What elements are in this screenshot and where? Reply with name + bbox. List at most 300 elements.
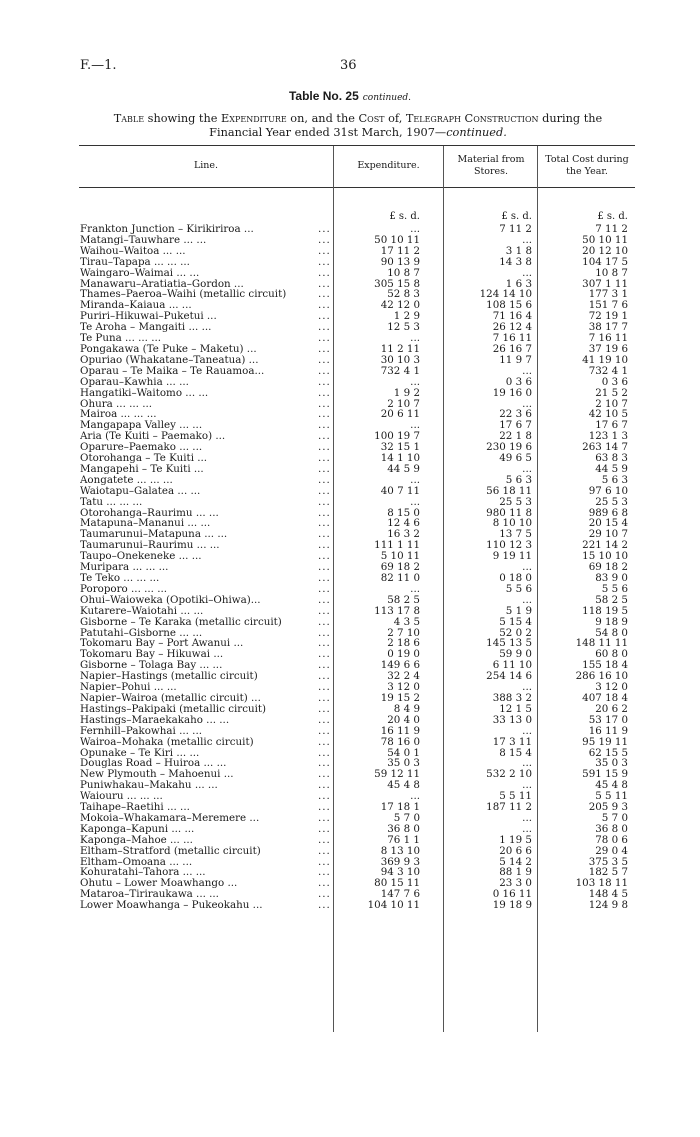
expenditure-value: ... (410, 582, 420, 595)
leader-dots: ... (318, 572, 331, 584)
material-value: 49 6 5 (499, 452, 532, 465)
expenditure-value: 16 3 2 (387, 528, 420, 541)
page-number: 36 (340, 58, 357, 73)
table-row (80, 420, 640, 431)
table-row (80, 344, 640, 355)
material-value: 22 1 8 (499, 430, 532, 443)
material-value: 110 12 3 (486, 539, 532, 552)
material-value: 3 1 8 (505, 244, 532, 257)
table-body (80, 212, 640, 911)
leader-dots: ... (318, 724, 331, 737)
total-value: 155 18 4 (582, 659, 628, 672)
line-name: Kohuratahi–Tahora ... ... (80, 867, 206, 879)
leader-dots: ... (318, 855, 331, 868)
expenditure-value: 90 13 9 (380, 255, 420, 268)
caption-part: Cost (358, 112, 385, 125)
expenditure-value: 58 2 5 (387, 593, 420, 606)
total-value: 10 8 7 (595, 266, 628, 279)
total-value: 151 7 6 (588, 299, 628, 312)
line-name: Gisborne – Te Karaka (metallic circuit) (80, 616, 282, 628)
line-name: Fernhill–Pakowhai ... ... (80, 725, 202, 737)
total-value: 221 14 2 (582, 539, 628, 552)
material-value: 13 7 5 (499, 528, 532, 541)
material-value: 20 6 6 (499, 844, 532, 857)
line-name: Te Puna ... ... ... (80, 333, 162, 344)
table-row (80, 660, 640, 671)
table-row (80, 540, 640, 551)
total-value: 42 10 5 (588, 408, 628, 421)
table-row (80, 584, 640, 595)
total-value: 591 15 9 (582, 768, 628, 781)
material-value: 33 13 0 (492, 713, 532, 726)
material-value: 254 14 6 (486, 670, 532, 683)
line-name: Opuriao (Whakatane–Taneatua) ... (80, 354, 259, 366)
line-name: Hangatiki–Waitomo ... ... (80, 387, 209, 399)
expenditure-value: 5 7 0 (393, 811, 420, 824)
total-value: 205 9 3 (588, 801, 628, 814)
total-value: 148 4 5 (588, 888, 628, 901)
material-value: 14 3 8 (499, 255, 532, 268)
line-name: Poroporo ... ... ... (80, 583, 168, 595)
leader-dots: ... (318, 550, 331, 563)
total-value: 103 18 11 (575, 877, 628, 890)
leader-dots: ... (318, 811, 331, 824)
material-value: 0 18 0 (499, 572, 532, 584)
leader-dots: ... (318, 386, 331, 399)
table-row (80, 791, 640, 802)
total-value: 182 5 7 (588, 866, 628, 879)
table-row (80, 257, 640, 268)
expenditure-value: 369 9 3 (380, 855, 420, 868)
column-header-total: Total Cost during the Year. (545, 154, 629, 177)
total-value: 35 0 3 (595, 757, 628, 770)
material-value: 19 16 0 (492, 386, 532, 399)
material-value: ... (522, 593, 532, 606)
leader-dots: ... (318, 266, 331, 279)
leader-dots: ... (318, 670, 331, 683)
line-name: Muripara ... ... ... (80, 562, 169, 574)
table-row (80, 682, 640, 693)
expenditure-value: 82 11 0 (380, 572, 420, 584)
leader-dots: ... (318, 779, 331, 792)
expenditure-value: 69 18 2 (380, 561, 420, 574)
table-row (80, 748, 640, 759)
table-row (80, 573, 640, 584)
expenditure-value: 54 0 1 (387, 746, 420, 759)
material-value: 388 3 2 (492, 691, 532, 704)
table-row (80, 431, 640, 442)
leader-dots: ... (318, 593, 331, 606)
line-name: Matapuna–Mananui ... ... (80, 518, 211, 530)
material-value: 19 18 9 (492, 899, 532, 912)
caption-part: during the (538, 112, 603, 125)
table-row (80, 366, 640, 377)
material-value: ... (522, 724, 532, 737)
expenditure-value: 78 16 0 (380, 735, 420, 748)
line-name: Waingaro–Waimai ... ... (80, 267, 200, 279)
expenditure-value: ... (410, 332, 420, 345)
expenditure-value: 8 13 10 (380, 844, 420, 857)
expenditure-value: ... (410, 473, 420, 486)
expenditure-value: 19 15 2 (380, 691, 420, 704)
total-value: 69 18 2 (588, 561, 628, 574)
expenditure-value: 10 8 7 (387, 266, 420, 279)
expenditure-value: 35 0 3 (387, 757, 420, 770)
table-row (80, 300, 640, 311)
leader-dots: ... (318, 484, 331, 497)
line-name: Mangapapa Valley ... ... (80, 420, 203, 432)
line-name: Eltham–Stratford (metallic circuit) (80, 845, 261, 857)
line-name: Otorohanga – Te Kuiti ... (80, 453, 208, 464)
leader-dots: ... (318, 430, 331, 443)
material-value: ... (522, 681, 532, 694)
line-name: Taumarunui–Matapuna ... ... (80, 529, 228, 541)
expenditure-value: 76 1 1 (387, 833, 420, 846)
table-row (80, 835, 640, 846)
table-row (80, 333, 640, 344)
expenditure-value: 0 19 0 (387, 648, 420, 661)
table-row (80, 409, 640, 420)
material-value: 5 6 3 (505, 473, 532, 486)
expenditure-value: 45 4 8 (387, 779, 420, 792)
table-row (80, 453, 640, 464)
material-value: 1 6 3 (505, 277, 532, 290)
total-value: 20 6 2 (595, 702, 628, 715)
leader-dots: ... (318, 321, 331, 334)
table-row (80, 442, 640, 453)
leader-dots: ... (318, 473, 331, 486)
table-row (80, 900, 640, 911)
table-row (80, 715, 640, 726)
total-value: 95 19 11 (582, 735, 628, 748)
total-value: 286 16 10 (575, 670, 628, 683)
caption-part: Table (113, 112, 145, 125)
line-name: Oparau–Kawhia ... ... (80, 376, 189, 388)
material-value: ... (522, 779, 532, 792)
leader-dots: ... (318, 441, 331, 454)
leader-dots: ... (318, 277, 331, 290)
total-value: 7 16 11 (588, 332, 628, 345)
table-row (80, 780, 640, 791)
expenditure-value: 32 2 4 (387, 670, 420, 683)
total-value: 44 5 9 (595, 462, 628, 475)
material-value: ... (522, 364, 532, 377)
line-name: Taihape–Raetihi ... ... (80, 802, 190, 813)
total-value: 29 10 7 (588, 528, 628, 541)
expenditure-value: 1 9 2 (393, 386, 420, 399)
total-value: 104 17 5 (582, 255, 628, 268)
material-value: 145 13 5 (486, 637, 532, 650)
column-header-material: Material from Stores. (457, 154, 525, 177)
material-value: ... (522, 233, 532, 246)
material-value: ... (522, 266, 532, 279)
material-value: 8 15 4 (499, 746, 532, 759)
table-title-text: Table No. 25 (288, 89, 359, 103)
leader-dots: ... (318, 866, 331, 879)
leader-dots: ... (318, 506, 331, 519)
table-row (80, 279, 640, 290)
line-name: Mairoa ... ... ... (80, 409, 157, 421)
table-row (80, 322, 640, 333)
total-value: 732 4 1 (588, 364, 628, 377)
total-value: 58 2 5 (595, 593, 628, 606)
table-row (80, 606, 640, 617)
units-total: £ s. d. (597, 211, 628, 222)
material-value: 26 16 7 (492, 342, 532, 355)
expenditure-value: 17 18 1 (380, 801, 420, 814)
leader-dots: ... (318, 801, 331, 814)
expenditure-value: 111 1 11 (374, 539, 420, 552)
leader-dots: ... (318, 702, 331, 715)
total-value: 60 8 0 (595, 648, 628, 661)
material-value: 25 5 3 (499, 495, 532, 508)
material-value: 12 1 5 (499, 702, 532, 715)
expenditure-value: 2 18 6 (387, 637, 420, 650)
material-value: 5 15 4 (499, 615, 532, 628)
line-name: Frankton Junction – Kirikiriroa ... (80, 224, 254, 235)
material-value: ... (522, 757, 532, 770)
leader-dots: ... (318, 223, 331, 235)
table-row (80, 878, 640, 889)
expenditure-value: 5 10 11 (380, 550, 420, 563)
table-row (80, 824, 640, 835)
caption-part: showing the (144, 112, 222, 125)
total-value: 53 17 0 (588, 713, 628, 726)
header-bottom-rule (79, 187, 635, 188)
total-value: 83 9 0 (595, 572, 628, 584)
expenditure-value: ... (410, 419, 420, 432)
table-row (80, 497, 640, 508)
leader-dots: ... (318, 833, 331, 846)
table-row (80, 529, 640, 540)
expenditure-value: ... (410, 790, 420, 803)
table-row (80, 737, 640, 748)
total-value: 123 1 3 (588, 430, 628, 443)
line-name: Gisborne – Tolaga Bay ... ... (80, 660, 223, 672)
table-row (80, 813, 640, 824)
caption-part: Expenditure (221, 112, 287, 125)
expenditure-value: ... (410, 495, 420, 508)
table-row (80, 867, 640, 878)
table-row (80, 638, 640, 649)
line-name: Te Aroha – Mangaiti ... ... (80, 322, 212, 334)
table-row (80, 562, 640, 573)
expenditure-value: 732 4 1 (380, 364, 420, 377)
material-value: 7 11 2 (499, 223, 532, 235)
caption-part: on, and the (286, 112, 359, 125)
material-value: 532 2 10 (486, 768, 532, 781)
leader-dots: ... (318, 648, 331, 661)
total-value: 97 6 10 (588, 484, 628, 497)
expenditure-value: 20 6 11 (380, 408, 420, 421)
expenditure-value: 2 10 7 (387, 397, 420, 410)
expenditure-value: 59 12 11 (374, 768, 420, 781)
material-value: 6 11 10 (492, 659, 532, 672)
expenditure-value: 8 15 0 (387, 506, 420, 519)
line-name: Pongakawa (Te Puke – Maketu) ... (80, 343, 257, 355)
leader-dots: ... (318, 757, 331, 770)
leader-dots: ... (318, 899, 331, 912)
material-value: 980 11 8 (486, 506, 532, 519)
line-name: Manawaru–Aratiatia–Gordon ... (80, 278, 244, 290)
caption-part: continued. (446, 126, 507, 139)
leader-dots: ... (318, 713, 331, 726)
expenditure-value: 113 17 8 (374, 604, 420, 617)
total-value: 307 1 11 (582, 277, 628, 290)
material-value: 23 3 0 (499, 877, 532, 890)
leader-dots: ... (318, 310, 331, 323)
leader-dots: ... (318, 288, 331, 301)
total-value: 5 7 0 (601, 811, 628, 824)
material-value: 7 16 11 (492, 332, 532, 345)
line-name: Eltham–Omoana ... ... (80, 856, 193, 868)
leader-dots: ... (318, 462, 331, 475)
total-value: 17 6 7 (595, 419, 628, 432)
total-value: 375 3 5 (588, 855, 628, 868)
caption-part: Telegraph Construction (405, 112, 539, 125)
line-name: Napier–Hastings (metallic circuit) (80, 671, 258, 683)
expenditure-value: 32 15 1 (380, 441, 420, 454)
table-row (80, 518, 640, 529)
table-row (80, 486, 640, 497)
total-value: 263 14 7 (582, 441, 628, 454)
material-value: 52 0 2 (499, 626, 532, 639)
total-value: 124 9 8 (588, 899, 628, 912)
expenditure-value: 8 4 9 (393, 702, 420, 715)
total-value: 20 12 10 (582, 244, 628, 257)
material-value: 88 1 9 (499, 866, 532, 879)
material-value: 59 9 0 (499, 648, 532, 661)
line-name: Waiouru ... ... ... (80, 791, 163, 803)
material-value: 5 5 11 (499, 790, 532, 803)
total-value: 63 8 3 (595, 452, 628, 465)
material-value: 0 3 6 (505, 375, 532, 388)
leader-dots: ... (318, 233, 331, 246)
total-value: 29 0 4 (595, 844, 628, 857)
column-header-expenditure: Expenditure. (357, 160, 420, 171)
table-row (80, 268, 640, 279)
table-row (80, 551, 640, 562)
total-value: 54 8 0 (595, 626, 628, 639)
table-row (80, 388, 640, 399)
table-row (80, 802, 640, 813)
expenditure-value: 2 7 10 (387, 626, 420, 639)
material-value: 71 16 4 (492, 310, 532, 323)
line-name: Waiotapu–Galatea ... ... (80, 485, 201, 497)
total-value: 16 11 9 (588, 724, 628, 737)
material-value: 11 9 7 (499, 353, 532, 366)
line-name: Miranda–Kaiaua ... ... (80, 300, 192, 312)
expenditure-value: 3 12 0 (387, 681, 420, 694)
line-name: Tatu ... ... ... (80, 496, 143, 508)
total-value: 177 3 1 (588, 288, 628, 301)
line-name: Hastings–Pakipaki (metallic circuit) (80, 703, 267, 715)
units-expenditure: £ s. d. (389, 211, 420, 222)
material-value: ... (522, 561, 532, 574)
line-name: Mataroa–Tiriraukawa ... ... (80, 889, 219, 901)
expenditure-value: 12 5 3 (387, 321, 420, 334)
leader-dots: ... (318, 877, 331, 890)
leader-dots: ... (318, 888, 331, 901)
table-title (0, 89, 700, 103)
line-name: Matangi–Tauwhare ... ... (80, 234, 207, 246)
table-row (80, 464, 640, 475)
table-row (80, 889, 640, 900)
leader-dots: ... (318, 495, 331, 508)
total-value: 45 4 8 (595, 779, 628, 792)
line-name: Mangapehi – Te Kuiti ... (80, 463, 204, 475)
leader-dots: ... (318, 768, 331, 781)
table-row (80, 595, 640, 606)
line-name: Lower Moawhanga – Pukeokahu ... (80, 900, 263, 912)
expenditure-value: 305 15 8 (374, 277, 420, 290)
leader-dots: ... (318, 626, 331, 639)
expenditure-value: 36 8 0 (387, 822, 420, 835)
line-name: Thames–Paeroa–Waihi (metallic circuit) (80, 289, 287, 301)
table-row (80, 846, 640, 857)
expenditure-value: 52 8 3 (387, 288, 420, 301)
leader-dots: ... (318, 408, 331, 421)
material-value: 108 15 6 (486, 299, 532, 312)
line-name: Napier–Pohui ... ... (80, 682, 177, 693)
leader-dots: ... (318, 539, 331, 552)
line-name: Napier–Wairoa (metallic circuit) ... (80, 692, 261, 704)
line-name: New Plymouth – Mahoenui ... (80, 769, 234, 781)
leader-dots: ... (318, 604, 331, 617)
material-value: 230 19 6 (486, 441, 532, 454)
total-value: 37 19 6 (588, 342, 628, 355)
total-value: 21 5 2 (595, 386, 628, 399)
line-name: Hastings–Maraekakaho ... ... (80, 714, 230, 726)
total-value: 118 19 5 (582, 604, 628, 617)
material-value: 26 12 4 (492, 321, 532, 334)
table-row (80, 726, 640, 737)
row-list (80, 224, 640, 911)
expenditure-value: 50 10 11 (374, 233, 420, 246)
total-value: 148 11 11 (575, 637, 628, 650)
material-value: 17 3 11 (492, 735, 532, 748)
expenditure-value: 20 4 0 (387, 713, 420, 726)
units-material: £ s. d. (501, 211, 532, 222)
leader-dots: ... (318, 397, 331, 410)
leader-dots: ... (318, 615, 331, 628)
leader-dots: ... (318, 244, 331, 257)
line-name: Wairoa–Mohaka (metallic circuit) (80, 736, 254, 748)
leader-dots: ... (318, 790, 331, 803)
table-row (80, 758, 640, 769)
table-row (80, 704, 640, 715)
line-name: Douglas Road – Huiroa ... ... (80, 758, 227, 770)
leader-dots: ... (318, 844, 331, 857)
line-name: Aria (Te Kuiti – Paemako) ... (80, 431, 226, 443)
expenditure-value: 12 4 6 (387, 517, 420, 530)
line-name: Ohui–Waioweka (Opotiki–Ohiwa)... (80, 594, 261, 606)
table-row (80, 355, 640, 366)
leader-dots: ... (318, 582, 331, 595)
line-name: Taupo–Onekeneke ... ... (80, 551, 202, 563)
line-name: Mokoia–Whakamara–Meremere ... (80, 812, 260, 824)
leader-dots: ... (318, 561, 331, 574)
document-reference: F.—1. (80, 58, 117, 73)
table-row (80, 235, 640, 246)
material-value: ... (522, 822, 532, 835)
expenditure-value: 44 5 9 (387, 462, 420, 475)
material-value: ... (522, 397, 532, 410)
table-row (80, 289, 640, 300)
line-name: Kutarere–Waiotahi ... ... (80, 605, 204, 617)
expenditure-value: ... (410, 223, 420, 235)
line-name: Te Teko ... ... ... (80, 573, 160, 584)
